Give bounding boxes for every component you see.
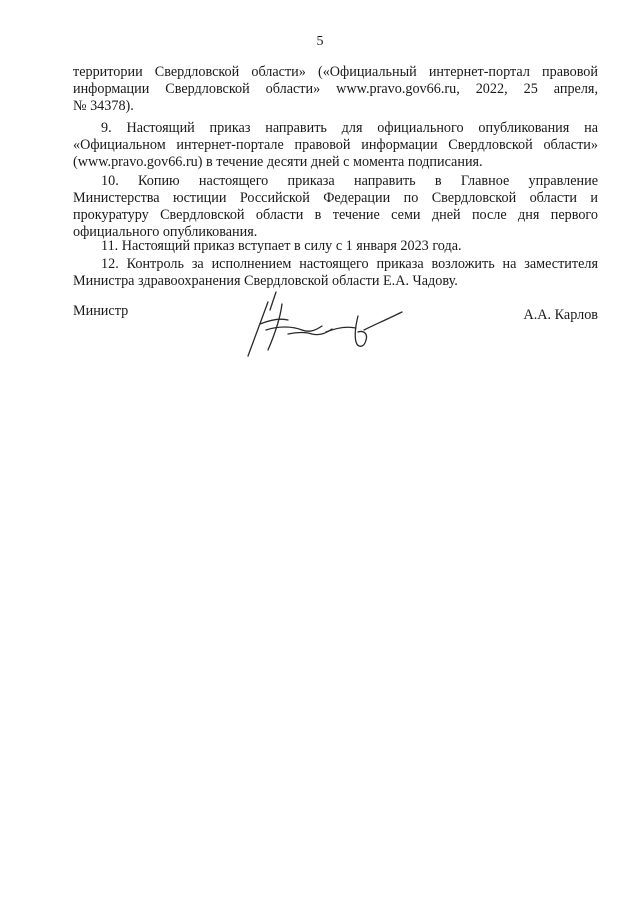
paragraph-12-line-1: 12. Контроль за исполнением настоящего приказа возложить на заместителя [101,256,598,272]
body-line-1: территории Свердловской области» («Официальный интернет-портал правовой [73,64,598,80]
paragraph-10-line-1: 10. Копию настоящего приказа направить в Главное управление [101,173,598,189]
paragraph-9-line-2: «Официальном интернет-портале правовой информации Свердловской области» [73,137,598,153]
paragraph-9-line-1: 9. Настоящий приказ направить для официального опубликования на [101,120,598,136]
paragraph-12-line-2: Министра здравоохранения Свердловской области Е.А. Чадову. [73,273,458,289]
signatory-name: А.А. Карлов [523,307,598,323]
handwritten-signature [240,284,405,366]
body-line-2: информации Свердловской области» www.pravo.gov66.ru, 2022, 25 апреля, [73,81,598,97]
page-number: 5 [316,34,324,49]
body-line-3: № 34378). [73,98,134,114]
paragraph-10-line-3: прокуратуру Свердловской области в течение семи дней после дня первого [73,207,598,223]
paragraph-10-line-4: официального опубликования. [73,224,258,240]
paragraph-10-line-2: Министерства юстиции Российской Федерации по Свердловской области и [73,190,598,206]
signatory-title: Министр [73,303,129,319]
paragraph-11: 11. Настоящий приказ вступает в силу с 1 января 2023 года. [101,238,462,254]
paragraph-9-line-3: (www.pravo.gov66.ru) в течение десяти дней с момента подписания. [73,154,483,170]
